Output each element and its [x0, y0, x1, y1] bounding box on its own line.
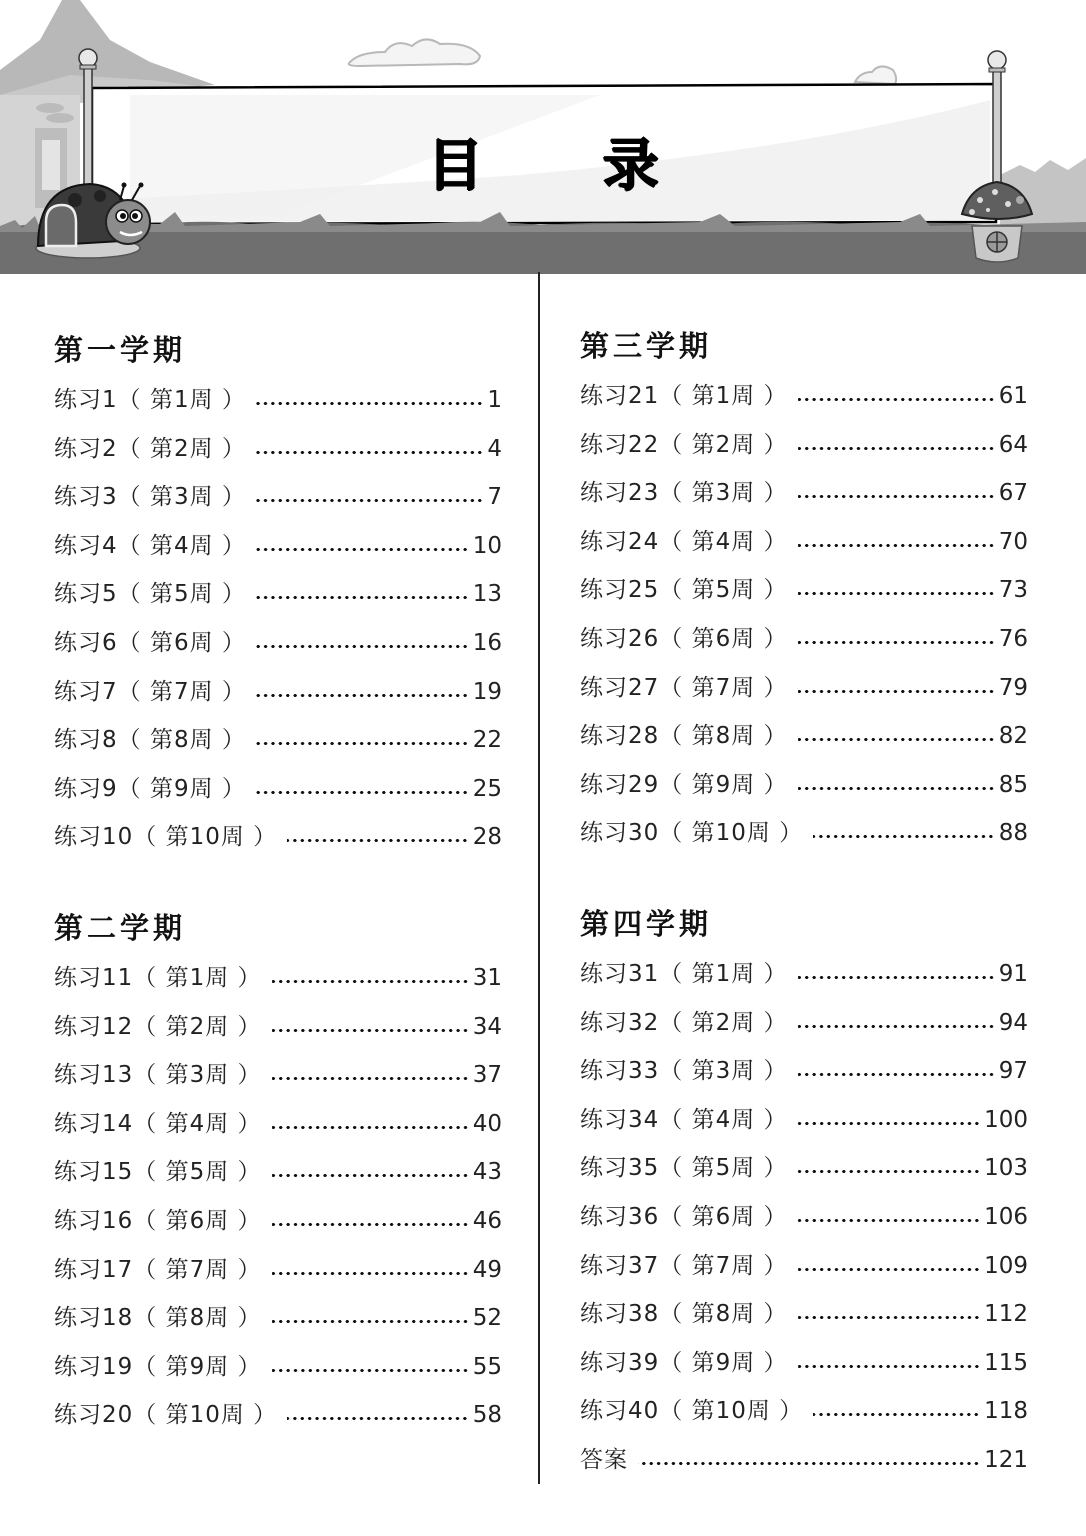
entry-page: 73 — [998, 577, 1028, 604]
entry-label: 练习39（ 第9周 ） — [580, 1349, 788, 1376]
toc-entry[interactable] — [54, 522, 502, 571]
dot-leader — [813, 1413, 980, 1416]
entry-label: 练习6（ 第6周 ） — [54, 629, 246, 656]
toc-entry[interactable] — [54, 1148, 502, 1197]
entry-label: 练习30（ 第10周 ） — [580, 820, 804, 847]
toc-entry[interactable] — [54, 376, 502, 425]
toc-entry[interactable] — [580, 712, 1028, 761]
entry-label: 练习12（ 第2周 ） — [54, 1013, 262, 1040]
entry-label: 练习38（ 第8周 ） — [580, 1301, 788, 1328]
entry-label: 练习21（ 第1周 ） — [580, 383, 788, 409]
toc-entry-answers[interactable] — [580, 1436, 1028, 1485]
entry-page: 31 — [472, 964, 502, 991]
entry-label: 练习7（ 第7周 ） — [54, 678, 246, 705]
entry-page: 91 — [998, 960, 1028, 987]
entry-label: 练习4（ 第4周 ） — [54, 532, 246, 559]
dot-leader — [256, 402, 483, 405]
dot-leader — [798, 690, 995, 693]
dot-leader — [798, 738, 995, 741]
entry-label: 练习36（ 第6周 ） — [580, 1203, 788, 1230]
entry-label: 练习20（ 第10周 ） — [54, 1402, 278, 1429]
entry-page: 1 — [487, 387, 502, 413]
entry-page: 13 — [472, 581, 502, 608]
toc-entry[interactable] — [54, 425, 502, 474]
entry-page: 58 — [472, 1402, 502, 1429]
toc-section — [580, 902, 1028, 1485]
entry-page: 112 — [984, 1301, 1028, 1328]
entry-label: 练习34（ 第4周 ） — [580, 1106, 788, 1133]
entry-label: 练习10（ 第10周 ） — [54, 824, 278, 851]
dot-leader — [798, 1268, 981, 1271]
dot-leader — [272, 1272, 469, 1275]
entry-label: 练习40（ 第10周 ） — [580, 1398, 804, 1425]
toc-entry[interactable] — [54, 1197, 502, 1246]
toc-entry[interactable] — [580, 1339, 1028, 1388]
entry-page: 19 — [472, 678, 502, 705]
entry-page: 55 — [472, 1353, 502, 1380]
section-title: 第一学期 — [54, 333, 187, 367]
toc-section — [54, 328, 502, 862]
cloud-icon — [855, 66, 896, 84]
entry-label: 练习13（ 第3周 ） — [54, 1062, 262, 1089]
dot-leader — [272, 980, 469, 983]
entry-label: 练习31（ 第1周 ） — [580, 960, 788, 987]
section-title: 第三学期 — [580, 329, 713, 363]
dot-leader — [256, 499, 483, 502]
dot-leader — [272, 1320, 469, 1323]
entry-page: 10 — [472, 532, 502, 559]
dot-leader — [272, 1077, 469, 1080]
toc-entry[interactable] — [580, 1047, 1028, 1096]
toc-section — [580, 324, 1028, 858]
dot-leader — [256, 451, 483, 454]
dot-leader — [287, 839, 469, 842]
entry-page: 115 — [984, 1349, 1028, 1376]
toc-entry[interactable] — [580, 999, 1028, 1048]
entry-label: 练习28（ 第8周 ） — [580, 723, 788, 750]
section-title: 第四学期 — [580, 906, 713, 941]
toc-entry[interactable] — [580, 950, 1028, 999]
entry-label: 练习8（ 第8周 ） — [54, 727, 246, 754]
dot-leader — [798, 495, 995, 498]
entry-label: 练习19（ 第9周 ） — [54, 1353, 262, 1380]
column-divider — [538, 272, 540, 1484]
entry-page: 43 — [472, 1159, 502, 1186]
toc-entry[interactable] — [54, 668, 502, 717]
entry-label: 练习27（ 第7周 ） — [580, 674, 788, 701]
page-title: 目 录 — [427, 134, 709, 199]
dot-leader — [798, 1073, 995, 1076]
toc-section — [54, 906, 502, 1440]
toc-entry[interactable] — [54, 716, 502, 765]
entry-page: 106 — [984, 1203, 1028, 1230]
entry-page: 49 — [472, 1256, 502, 1283]
entry-page: 88 — [998, 820, 1028, 847]
toc-entry[interactable] — [580, 421, 1028, 470]
dot-leader — [272, 1126, 469, 1129]
entry-page: 34 — [472, 1013, 502, 1040]
dot-leader — [272, 1029, 469, 1032]
entry-page: 76 — [998, 625, 1028, 652]
toc-entry[interactable] — [54, 473, 502, 522]
dot-leader — [798, 1219, 981, 1222]
entry-page: 67 — [998, 480, 1028, 507]
dot-leader — [272, 1369, 469, 1372]
toc-entry[interactable] — [54, 1391, 502, 1440]
entry-label: 练习18（ 第8周 ） — [54, 1305, 262, 1332]
entry-page: 94 — [998, 1009, 1028, 1036]
toc-entry[interactable] — [580, 518, 1028, 567]
cloud-icon — [349, 39, 480, 66]
entry-label: 练习14（ 第4周 ） — [54, 1110, 262, 1137]
entry-page: 97 — [998, 1058, 1028, 1085]
toc-entry[interactable] — [54, 813, 502, 862]
dot-leader — [798, 447, 995, 450]
entry-label: 练习35（ 第5周 ） — [580, 1155, 788, 1182]
toc-entry[interactable] — [580, 761, 1028, 810]
entry-label: 练习24（ 第4周 ） — [580, 528, 788, 555]
dot-leader — [272, 1174, 469, 1177]
dot-leader — [798, 787, 995, 790]
dot-leader — [256, 548, 469, 551]
entry-label: 练习33（ 第3周 ） — [580, 1058, 788, 1085]
dot-leader — [798, 544, 995, 547]
section-title: 第二学期 — [54, 910, 187, 945]
toc-entry[interactable] — [54, 619, 502, 668]
entry-page: 52 — [472, 1305, 502, 1332]
dot-leader — [798, 398, 995, 401]
dot-leader — [798, 641, 995, 644]
entry-label: 练习32（ 第2周 ） — [580, 1009, 788, 1036]
entry-page: 100 — [984, 1106, 1028, 1133]
entry-page: 7 — [487, 484, 502, 511]
entry-label: 练习29（ 第9周 ） — [580, 771, 788, 798]
entry-page: 37 — [472, 1062, 502, 1089]
entry-label: 练习37（ 第7周 ） — [580, 1252, 788, 1279]
dot-leader — [813, 835, 995, 838]
toc-entry[interactable] — [580, 1144, 1028, 1193]
toc-right-column — [580, 324, 1028, 1484]
entry-page: 118 — [984, 1398, 1028, 1425]
entry-page: 16 — [472, 629, 502, 656]
entry-page: 61 — [998, 383, 1028, 409]
entry-page: 64 — [998, 431, 1028, 458]
dot-leader — [798, 1025, 995, 1028]
toc-left-column — [54, 328, 502, 1440]
entry-label: 练习11（ 第1周 ） — [54, 964, 262, 991]
entry-page: 121 — [984, 1446, 1028, 1473]
entry-page: 4 — [487, 435, 502, 462]
entry-label: 练习22（ 第2周 ） — [580, 431, 788, 458]
dot-leader — [798, 1170, 981, 1173]
entry-label: 练习1（ 第1周 ） — [54, 387, 246, 413]
toc-entry[interactable] — [54, 765, 502, 814]
toc-entry[interactable] — [54, 954, 502, 1003]
toc-entry[interactable] — [580, 1096, 1028, 1145]
entry-label: 练习16（ 第6周 ） — [54, 1207, 262, 1234]
entry-label: 练习5（ 第5周 ） — [54, 581, 246, 608]
header-banner — [0, 0, 1086, 274]
entry-label: 练习15（ 第5周 ） — [54, 1159, 262, 1186]
toc-entry[interactable] — [580, 372, 1028, 421]
dot-leader — [798, 1316, 981, 1319]
dot-leader — [287, 1417, 469, 1420]
entry-label: 练习9（ 第9周 ） — [54, 775, 246, 802]
toc-entry[interactable] — [580, 615, 1028, 664]
toc-entry[interactable] — [580, 664, 1028, 713]
toc-entry[interactable] — [580, 469, 1028, 518]
entry-page: 79 — [998, 674, 1028, 701]
dot-leader — [256, 791, 469, 794]
entry-page: 22 — [472, 727, 502, 754]
dot-leader — [798, 1122, 981, 1125]
toc-entry[interactable] — [580, 809, 1028, 858]
toc-entry[interactable] — [54, 1343, 502, 1392]
entry-label: 练习26（ 第6周 ） — [580, 625, 788, 652]
entry-page: 103 — [984, 1155, 1028, 1182]
toc-entry[interactable] — [54, 1100, 502, 1149]
dot-leader — [256, 645, 469, 648]
toc-entry[interactable] — [54, 1051, 502, 1100]
toc-entry[interactable] — [54, 1246, 502, 1295]
entry-page: 70 — [998, 528, 1028, 555]
entry-page: 25 — [472, 775, 502, 802]
toc-entry[interactable] — [54, 570, 502, 619]
dot-leader — [798, 1365, 981, 1368]
entry-page: 40 — [472, 1110, 502, 1137]
entry-label: 练习25（ 第5周 ） — [580, 577, 788, 604]
entry-page: 85 — [998, 771, 1028, 798]
toc-entry[interactable] — [54, 1003, 502, 1052]
toc-entry[interactable] — [580, 1290, 1028, 1339]
entry-label: 练习23（ 第3周 ） — [580, 480, 788, 507]
dot-leader — [272, 1223, 469, 1226]
toc-entry[interactable] — [580, 1193, 1028, 1242]
toc-entry[interactable] — [54, 1294, 502, 1343]
dot-leader — [798, 592, 995, 595]
entry-page: 109 — [984, 1252, 1028, 1279]
dot-leader — [638, 1462, 980, 1465]
entry-label: 练习3（ 第3周 ） — [54, 484, 246, 511]
toc-entry[interactable] — [580, 566, 1028, 615]
toc-entry[interactable] — [580, 1387, 1028, 1436]
entry-page: 46 — [472, 1207, 502, 1234]
dot-leader — [256, 596, 469, 599]
toc-entry[interactable] — [580, 1242, 1028, 1291]
dot-leader — [256, 694, 469, 697]
entry-page: 82 — [998, 723, 1028, 750]
entry-label: 答案 — [580, 1446, 628, 1473]
dot-leader — [798, 976, 995, 979]
entry-label: 练习17（ 第7周 ） — [54, 1256, 262, 1283]
entry-page: 28 — [472, 824, 502, 851]
dot-leader — [256, 742, 469, 745]
entry-label: 练习2（ 第2周 ） — [54, 435, 246, 462]
